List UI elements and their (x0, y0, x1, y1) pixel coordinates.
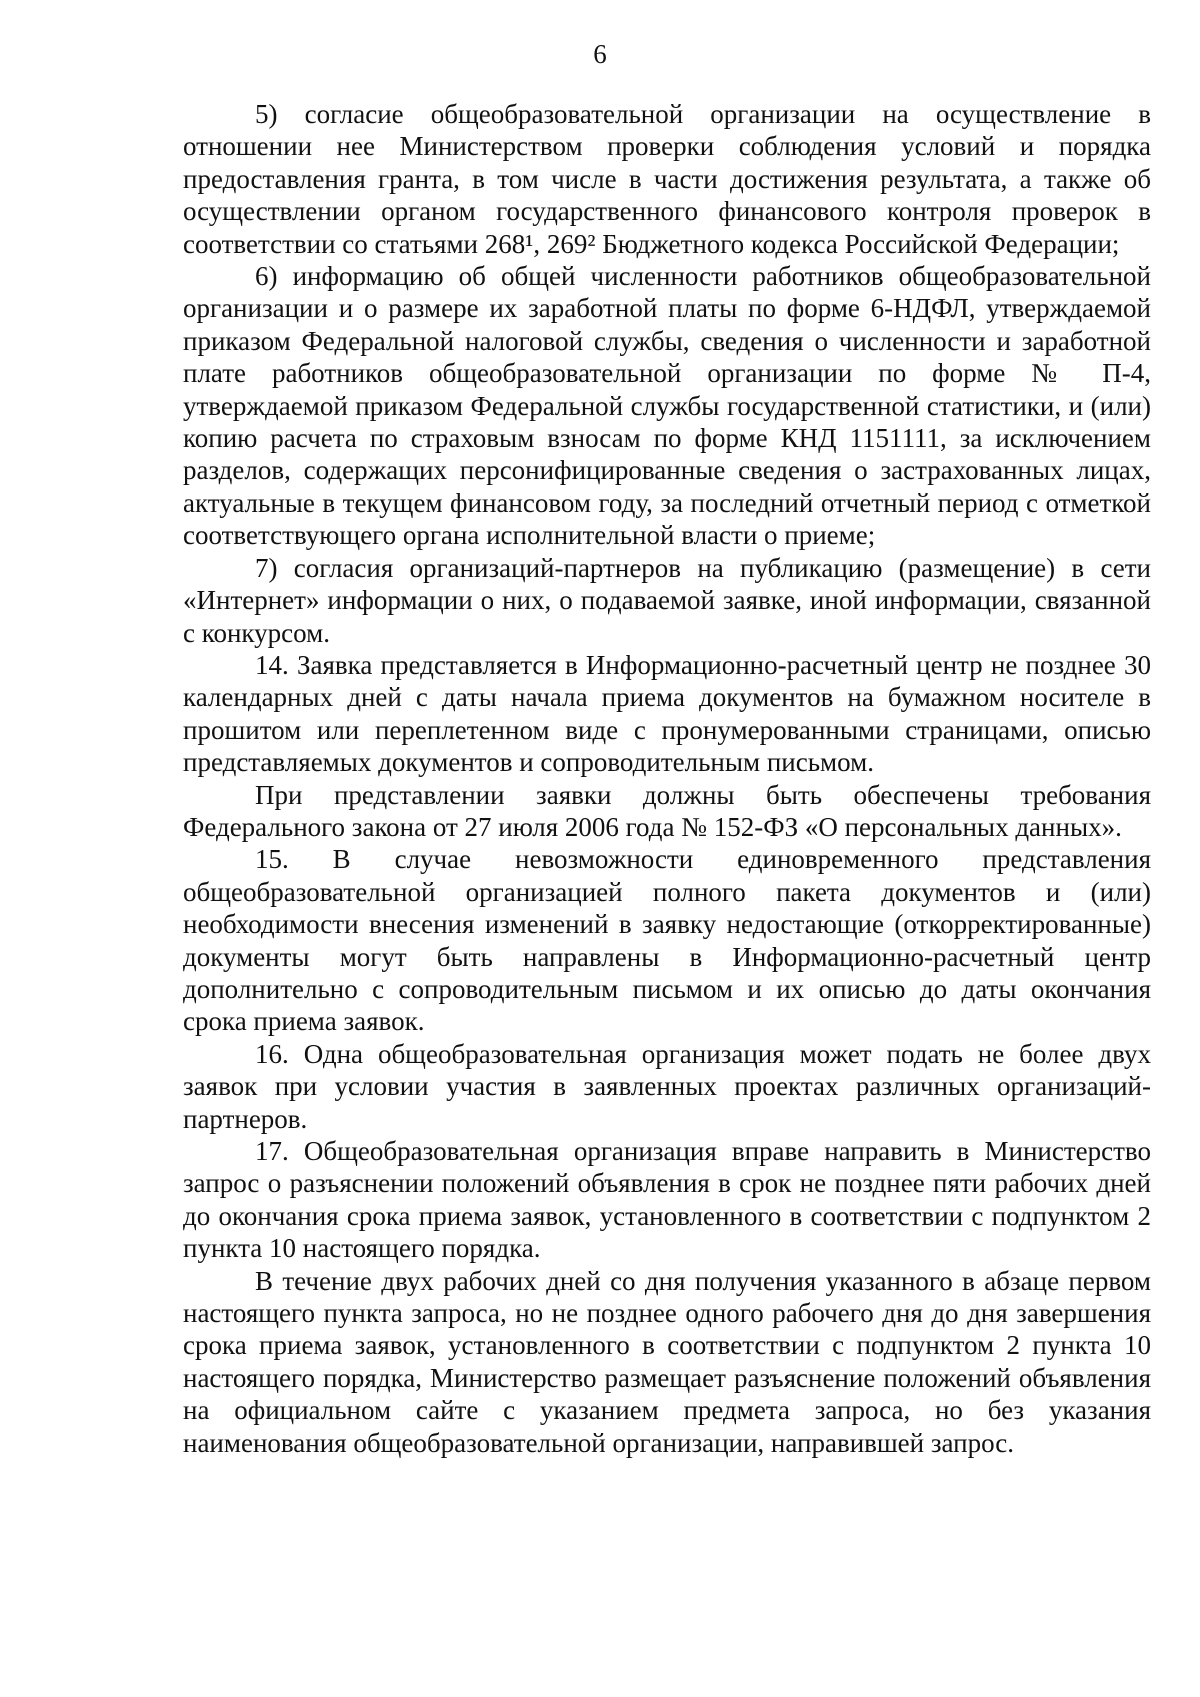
paragraph-item-6-employee-info: 6) информацию об общей численности работников общеобразовательной организации и о размере их заработной платы по форме 6-НДФЛ, утверждаемой приказом Федеральной налоговой службы, сведения о численности и заработной плате работников общеобразовательной организации по форме № П-4, утверждаемой приказом Федеральной службы государственной статистики, и (или) копию расчета по страховым взносам по форме КНД 1151111, за исключением разделов, содержащих персонифицированные сведения о застрахованных лицах, актуальные в текущем финансовом году, за последний отчетный период с отметкой соответствующего органа исполнительной власти о приеме; (183, 261, 1151, 551)
paragraph-clause-17: 17. Общеобразовательная организация вправе направить в Министерство запрос о разъяснении положений объявления в срок не позднее пяти рабочих дней до окончания срока приема заявок, установленного в соответствии с подпунктом 2 пункта 10 настоящего порядка. (183, 1136, 1151, 1264)
paragraph-item-5-consent: 5) согласие общеобразовательной организации на осуществление в отношении нее Министерством проверки соблюдения условий и порядка предоставления гранта, в том числе в части достижения результата, а также об осуществлении органом государственного финансового контроля проверок в соответствии со статьями 268¹, 269² Бюджетного кодекса Российской Федерации; (183, 99, 1151, 259)
document-body (183, 98, 1151, 1459)
paragraph-item-7-partner-consent: 7) согласия организаций-партнеров на публикацию (размещение) в сети «Интернет» информации о них, о подаваемой заявке, иной информации, связанной с конкурсом. (183, 552, 1151, 648)
paragraph-clause-14-personal-data: При представлении заявки должны быть обеспечены требования Федерального закона от 27 июля 2006 года № 152-ФЗ «О персональных данных». (183, 779, 1151, 842)
paragraph-clause-14: 14. Заявка представляется в Информационно-расчетный центр не позднее 30 календарных дней с даты начала приема документов на бумажном носителе в прошитом или переплетенном виде с пронумерованными страницами, описью представляемых документов и сопроводительным письмом. (183, 649, 1151, 778)
paragraph-clause-16: 16. Одна общеобразовательная организация может подать не более двух заявок при условии участия в заявленных проектах различных организаций-партнеров. (183, 1038, 1151, 1134)
paragraph-clause-17-clarification: В течение двух рабочих дней со дня получения указанного в абзаце первом настоящего пункта запроса, но не позднее одного рабочего дня до дня завершения срока приема заявок, установленного в соответствии с подпунктом 2 пункта 10 настоящего порядка, Министерство размещает разъяснение положений объявления на официальном сайте с указанием предмета запроса, но без указания наименования общеобразовательной организации, направившей запрос. (183, 1265, 1151, 1458)
paragraph-clause-15: 15. В случае невозможности единовременного представления общеобразовательной организацией полного пакета документов и (или) необходимости внесения изменений в заявку недостающие (откорректированные) документы могут быть направлены в Информационно-расчетный центр дополнительно с сопроводительным письмом и их описью до даты окончания срока приема заявок. (183, 844, 1151, 1037)
page-number: 6 (593, 39, 607, 69)
